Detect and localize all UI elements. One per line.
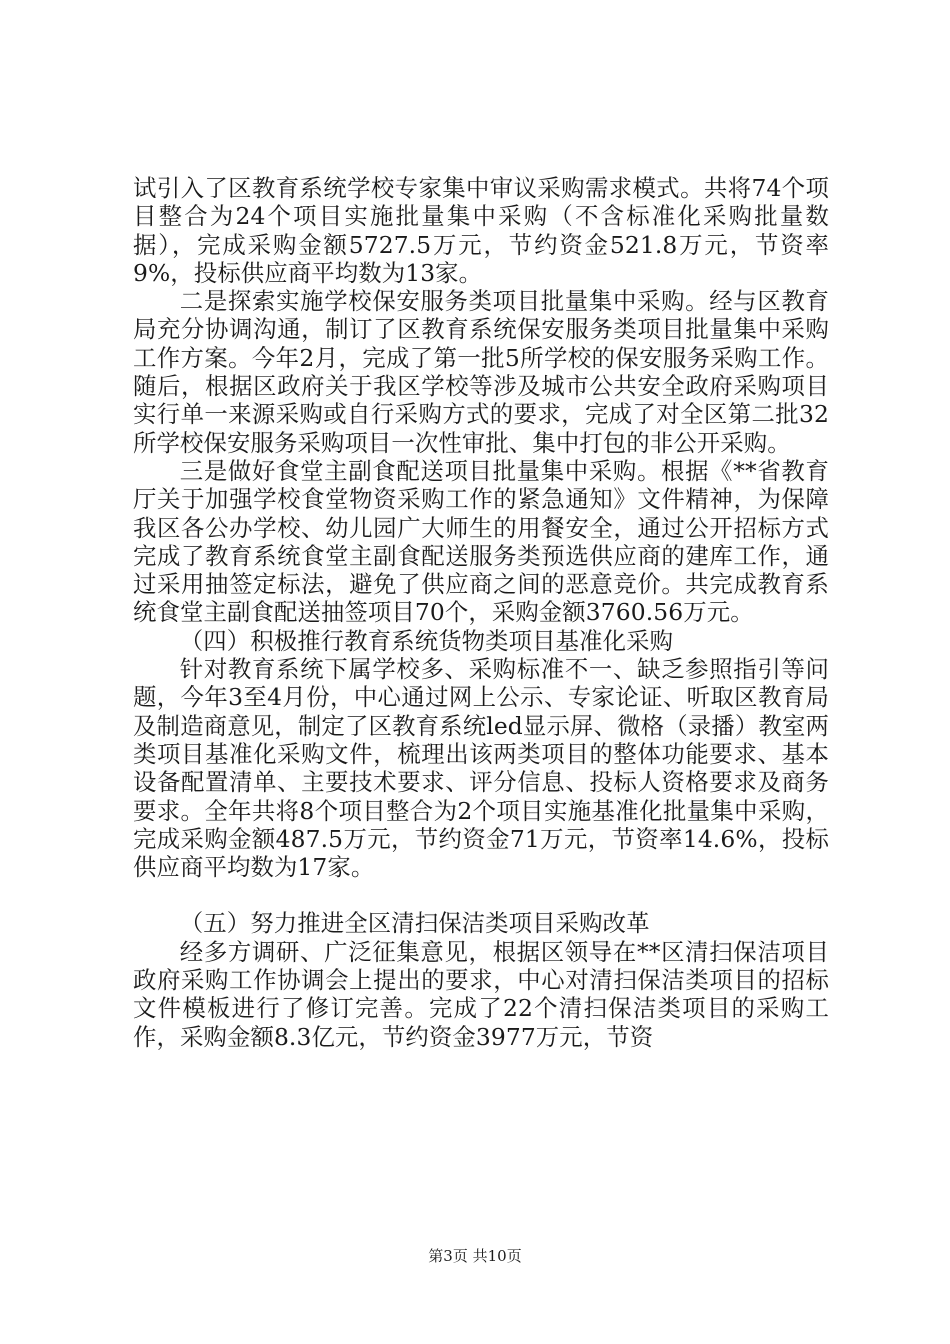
document-body xyxy=(133,174,829,1051)
paragraph-security-services: 二是探索实施学校保安服务类项目批量集中采购。经与区教育局充分协调沟通，制订了区教育系统保安服务类项目批量集中采购工作方案。今年2月，完成了第一批5所学校的保安服务采购工作。随后，根据区政府关于我区学校等涉及城市公共安全政府采购项目实行单一来源采购或自行采购方式的要求，完成了对全区第二批32所学校保安服务采购项目一次性审批、集中打包的非公开采购。 xyxy=(133,287,829,457)
section-heading-5: （五）努力推进全区清扫保洁类项目采购改革 xyxy=(179,909,650,938)
paragraph-canteen-delivery: 三是做好食堂主副食配送项目批量集中采购。根据《**省教育厅关于加强学校食堂物资采购工作的紧急通知》文件精神，为保障我区各公办学校、幼儿园广大师生的用餐安全，通过公开招标方式完成了教育系统食堂主副食配送服务类预选供应商的建库工作，通过采用抽签定标法，避免了供应商之间的恶意竞价。共完成教育系统食堂主副食配送抽签项目70个，采购金额3760.56万元。 xyxy=(133,456,829,627)
paragraph-cleaning-reform: 经多方调研、广泛征集意见，根据区领导在**区清扫保洁项目政府采购工作协调会上提出的要求，中心对清扫保洁类项目的招标文件模板进行了修订完善。完成了22个清扫保洁类项目的采购工作，采购金额8.3亿元，节约资金3977万元，节资 xyxy=(133,937,829,1051)
paragraph-procurement-summary: 试引入了区教育系统学校专家集中审议采购需求模式。共将74个项目整合为24个项目实施批量集中采购（不含标准化采购批量数据），完成采购金额5727.5万元，节约资金521.8万元，节资率9%，投标供应商平均数为13家。 xyxy=(133,174,829,287)
page-footer: 第3页 共10页 xyxy=(428,1247,522,1265)
paragraph-spacer xyxy=(133,881,829,909)
section-heading-4: （四）积极推行教育系统货物类项目基准化采购 xyxy=(179,626,674,655)
paragraph-benchmark-procurement: 针对教育系统下属学校多、采购标准不一、缺乏参照指引等问题，今年3至4月份，中心通过网上公示、专家论证、听取区教育局及制造商意见，制定了区教育系统led显示屏、微格（录播）教室两类项目基准化采购文件，梳理出该两类项目的整体功能要求、基本设备配置清单、主要技术要求、评分信息、投标人资格要求及商务要求。全年共将8个项目整合为2个项目实施基准化批量集中采购，完成采购金额487.5万元，节约资金71万元，节资率14.6%，投标供应商平均数为17家。 xyxy=(133,655,829,882)
